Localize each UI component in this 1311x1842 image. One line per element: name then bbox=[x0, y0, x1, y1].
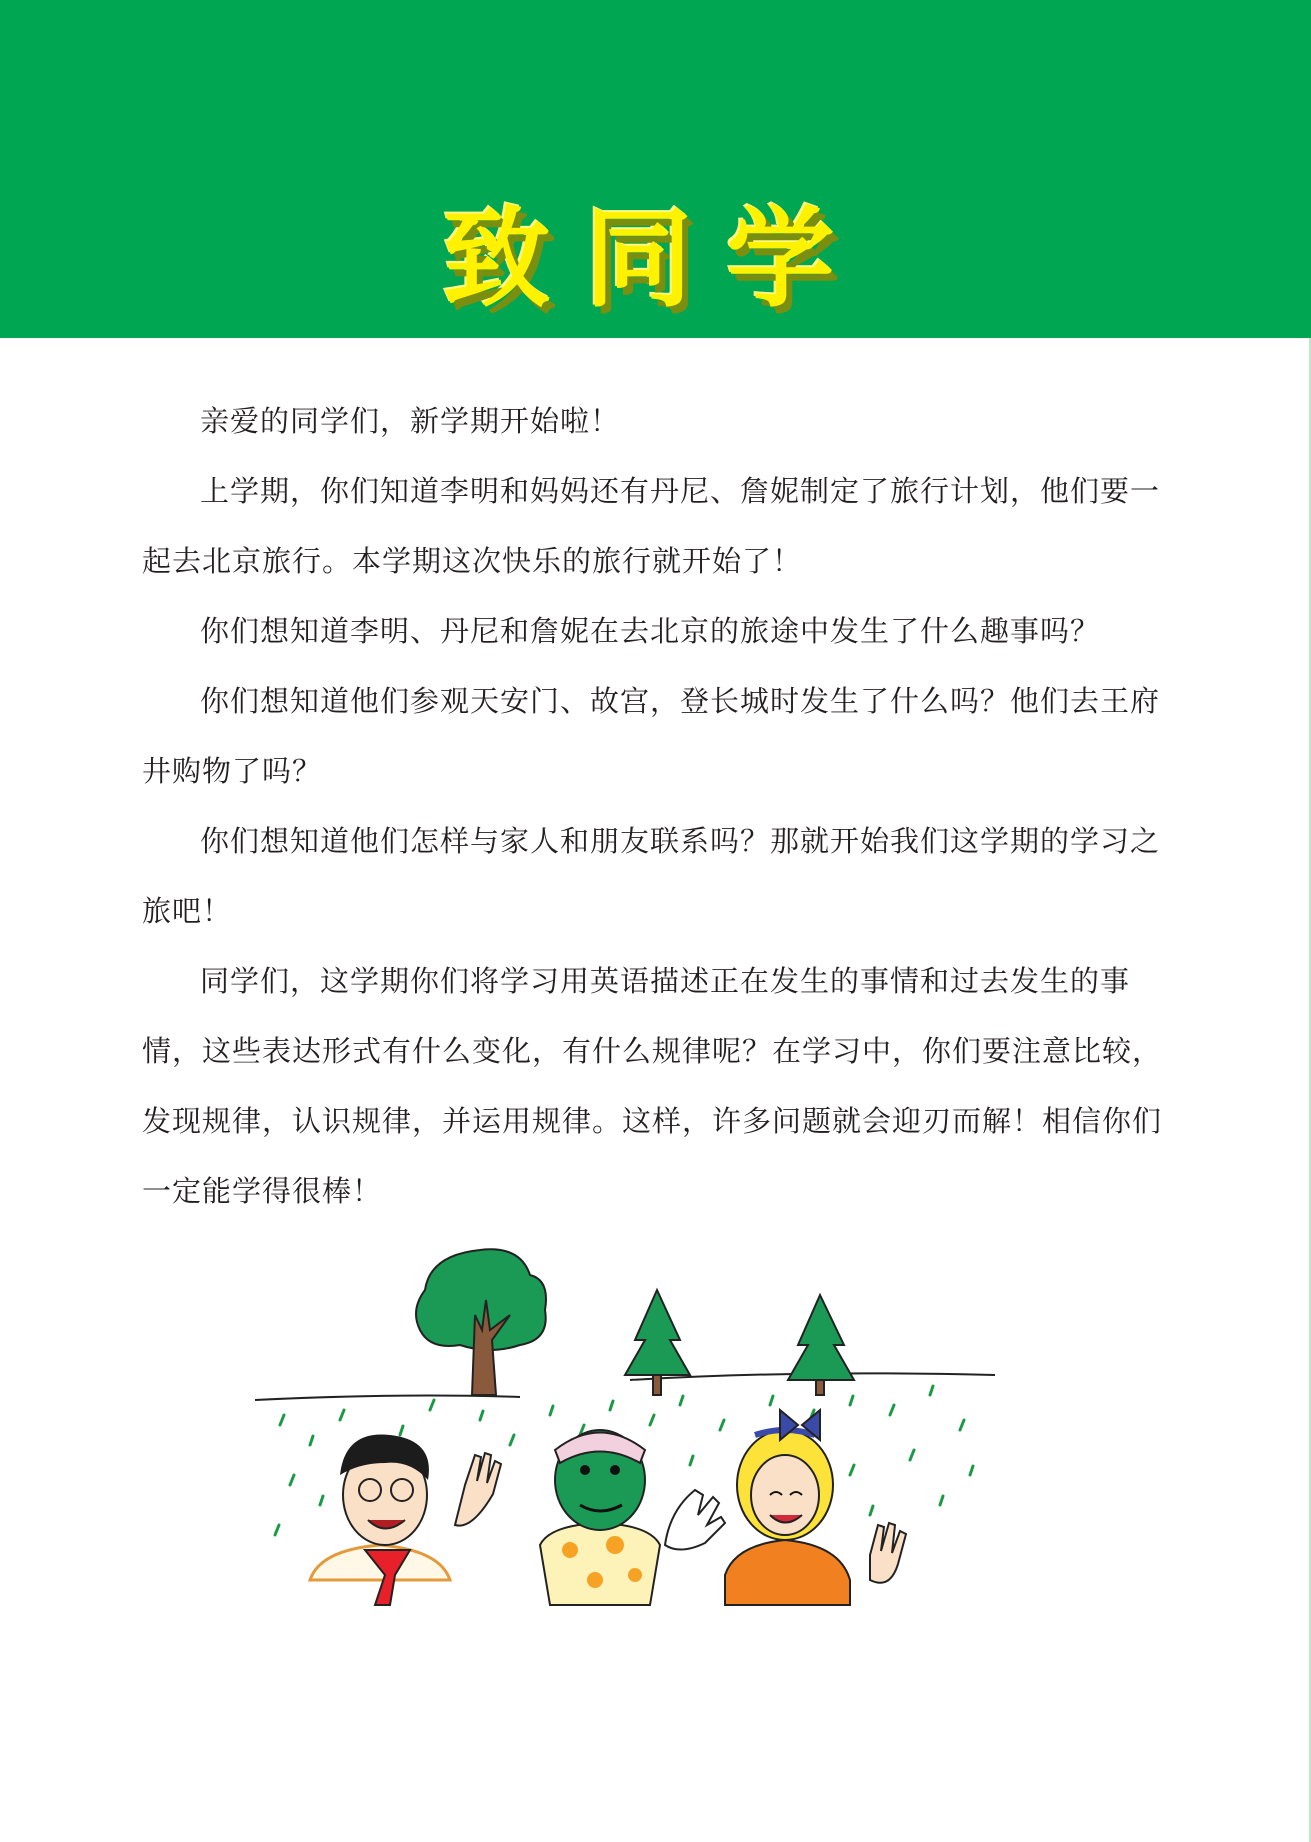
children-in-park-illustration bbox=[250, 1245, 1000, 1645]
paragraph-learning-encouragement: 同学们，这学期你们将学习用英语描述正在发生的事情和过去发生的事情，这些表达形式有什么变化，有什么规律呢？在学习中，你们要注意比较，发现规律，认识规律，并运用规律。这样，许多问题就会迎刃而解！相信你们一定能学得很棒！ bbox=[142, 964, 1163, 1208]
greeting-paragraph: 亲爱的同学们，新学期开始啦！ bbox=[200, 404, 621, 438]
page-title: 致同学 bbox=[442, 197, 869, 322]
paragraph-sightseeing-question: 你们想知道他们参观天安门、故宫，登长城时发生了什么吗？他们去王府井购物了吗？ bbox=[142, 684, 1161, 788]
boy-with-glasses bbox=[310, 1435, 501, 1606]
blonde-girl-with-bow bbox=[725, 1410, 906, 1605]
letter-body bbox=[142, 386, 1172, 1226]
paragraph-travel-plan: 上学期，你们知道李明和妈妈还有丹尼、詹妮制定了旅行计划，他们要一起去北京旅行。本学期这次快乐的旅行就开始了！ bbox=[142, 474, 1161, 578]
pine-tree-right bbox=[788, 1295, 854, 1395]
paragraph-contact-question: 你们想知道他们怎样与家人和朋友联系吗？那就开始我们这学期的学习之旅吧！ bbox=[142, 824, 1161, 928]
paragraph-journey-question: 你们想知道李明、丹尼和詹妮在去北京的旅途中发生了什么趣事吗？ bbox=[200, 614, 1101, 648]
green-dinosaur bbox=[540, 1430, 725, 1605]
round-tree bbox=[416, 1249, 546, 1395]
ground-lines bbox=[255, 1373, 995, 1400]
